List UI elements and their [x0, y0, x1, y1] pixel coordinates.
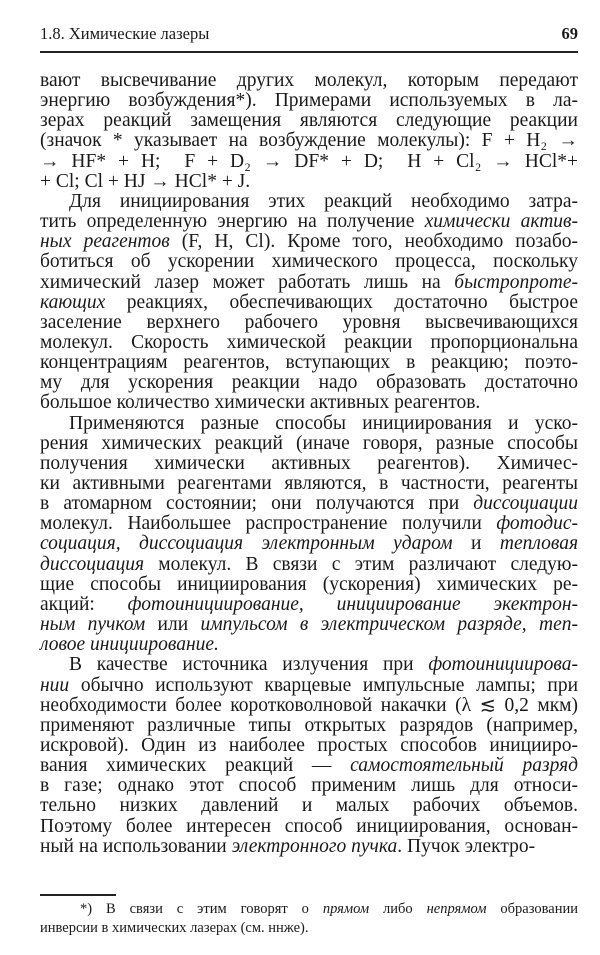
- text-segment: получения химически активных реагентов). Химичес-: [40, 452, 578, 474]
- text-segment: Поэтому более интересен способ инициирования, основан-: [40, 815, 578, 837]
- text-segment: молекул. Наибольшее распространение получили: [40, 513, 497, 535]
- text-line: [40, 676, 578, 696]
- text-line: [40, 333, 578, 353]
- italic-text: тепловая: [499, 533, 579, 555]
- footnote-rule: [40, 894, 116, 896]
- text-segment: ботиться об ускорении химического процесса, поскольку: [40, 251, 578, 273]
- italic-text: непрямом: [426, 901, 487, 917]
- text-line: [69, 414, 578, 434]
- text-line: [40, 454, 578, 474]
- text-line: [40, 373, 578, 393]
- text-segment: акций:: [40, 593, 128, 615]
- text-segment: инверсии в химических лазерах (см. ннже).: [40, 920, 309, 936]
- text-segment: щие способы инициирования (ускорения) химических ре-: [40, 573, 578, 595]
- italic-text: диссоциации: [473, 493, 578, 515]
- text-line: [40, 575, 578, 595]
- text-line: [40, 696, 578, 716]
- italic-text: фотодис-: [496, 513, 578, 535]
- italic-text: ловое инициирование.: [40, 634, 219, 656]
- text-segment: вают высвечивание других молекул, которым передают: [40, 70, 578, 91]
- text-segment: и: [452, 533, 500, 555]
- text-segment: применяют различные типы открытых разрядов (например,: [40, 714, 578, 736]
- text-line: [40, 232, 578, 252]
- text-segment: концентрациям реагентов, вступающих в реакцию; поэто-: [40, 352, 578, 374]
- italic-text: фотоинициирование, инициирование экектрон-: [127, 593, 579, 615]
- text-line: [40, 71, 578, 91]
- text-segment: молекул. Скорость химической реакции пропорциональна: [40, 331, 578, 353]
- text-segment: образовании: [486, 901, 578, 917]
- text-segment: (значок * указывает на возбуждение молекулы): F + H₂ →: [40, 130, 578, 152]
- text-line: [40, 494, 578, 514]
- text-line: [40, 273, 578, 293]
- italic-text: социация, диссоциация электронным ударом: [40, 533, 453, 555]
- italic-text: ных реагентов: [40, 231, 170, 253]
- text-segment: молекул. В связи с этим различают следую-: [144, 553, 578, 575]
- text-line: [40, 91, 578, 111]
- text-line: [40, 393, 578, 413]
- text-segment: большое количество химически активных реагентов.: [40, 392, 481, 414]
- text-segment: или: [145, 614, 201, 636]
- italic-text: диссоциация: [40, 553, 145, 575]
- running-header-title: 1.8. Химические лазеры: [40, 24, 210, 43]
- text-segment: ки активными реагентами являются, в частности, реагенты: [40, 473, 578, 494]
- text-line: [40, 716, 578, 736]
- text-segment: му для ускорения реакции надо образовать достаточно: [40, 372, 578, 394]
- text-line: [40, 817, 578, 837]
- italic-text: прямом: [322, 901, 370, 917]
- text-segment: → HF* + H; F + D₂ → DF* + D; H + Cl₂ → HCl*+: [40, 150, 578, 172]
- text-segment: . Пучок электро-: [397, 835, 536, 857]
- text-line: [40, 434, 578, 454]
- footnote-line: [80, 900, 578, 918]
- text-line: [40, 776, 578, 796]
- text-line: [40, 293, 578, 313]
- text-line: [40, 514, 578, 534]
- text-line: [40, 152, 578, 172]
- italic-text: импульсом в электрическом разряде, теп-: [200, 614, 578, 636]
- text-line: [40, 131, 578, 151]
- footnote-line: [40, 919, 578, 937]
- text-segment: + Cl; Cl + HJ → HCl* + J.: [40, 170, 251, 192]
- italic-text: быстропроте-: [454, 271, 578, 293]
- text-segment: Для инициирования этих реакций необходимо затра-: [69, 190, 578, 212]
- text-segment: (F, H, Cl). Кроме того, необходимо позабо-: [169, 231, 578, 253]
- text-segment: в газе; однако этот способ применим лишь для относи-: [40, 775, 578, 797]
- text-line: [40, 534, 578, 554]
- text-line: [40, 796, 578, 816]
- text-segment: химический лазер может работать лишь на: [40, 271, 455, 293]
- italic-text: ным пучком: [40, 614, 146, 636]
- text-segment: искровой). Один из наиболее простых способов иницииро-: [40, 734, 578, 756]
- text-line: [69, 655, 578, 675]
- text-segment: в атомарном состоянии; они получаются при: [40, 493, 474, 515]
- text-segment: тить определенную энергию на получение: [40, 211, 425, 233]
- text-line: [40, 111, 578, 131]
- text-segment: необходимости более коротковолновой накачки (λ ≲ 0,2 мкм): [40, 694, 578, 716]
- text-segment: ный на использовании: [40, 835, 232, 857]
- text-line: [40, 595, 578, 615]
- text-line: [40, 252, 578, 272]
- text-line: [40, 756, 578, 776]
- text-segment: В качестве источника излучения при: [69, 654, 429, 676]
- text-line: [40, 635, 578, 655]
- text-line: [40, 212, 578, 232]
- text-line: [40, 615, 578, 635]
- text-segment: Применяются разные способы инициирования и уско-: [69, 412, 578, 434]
- text-segment: зерах реакций замещения являются следующие реакции: [40, 110, 578, 132]
- italic-text: фотоинициирова-: [428, 654, 578, 676]
- header-rule: [40, 51, 578, 53]
- text-segment: либо: [369, 901, 427, 917]
- text-segment: обычно используют кварцевые импульсные лампы; при: [69, 674, 578, 696]
- text-line: [40, 172, 578, 192]
- italic-text: кающих: [40, 291, 106, 313]
- italic-text: химически актив-: [424, 211, 578, 233]
- text-segment: заселение верхнего рабочего уровня высвечивающихся: [40, 311, 578, 333]
- text-segment: *) В связи с этим говорят о: [80, 901, 323, 917]
- text-segment: вания химических реакций —: [40, 755, 351, 777]
- text-line: [40, 837, 578, 857]
- italic-text: самостоятельный разряд: [350, 755, 578, 777]
- text-line: [40, 353, 578, 373]
- text-line: [40, 474, 578, 494]
- text-line: [69, 192, 578, 212]
- italic-text: электронного пучка: [231, 835, 398, 857]
- text-segment: рения химических реакций (иначе говоря, разные способы: [40, 432, 578, 454]
- text-segment: тельно низких давлений и малых рабочих объемов.: [40, 795, 578, 817]
- italic-text: нии: [40, 674, 70, 696]
- text-segment: энергию возбуждения*). Примерами используемых в ла-: [40, 90, 578, 112]
- text-line: [40, 313, 578, 333]
- text-line: [40, 555, 578, 575]
- page-number: 69: [561, 24, 578, 43]
- text-segment: реакциях, обеспечивающих достаточно быстрое: [105, 291, 578, 313]
- text-line: [40, 736, 578, 756]
